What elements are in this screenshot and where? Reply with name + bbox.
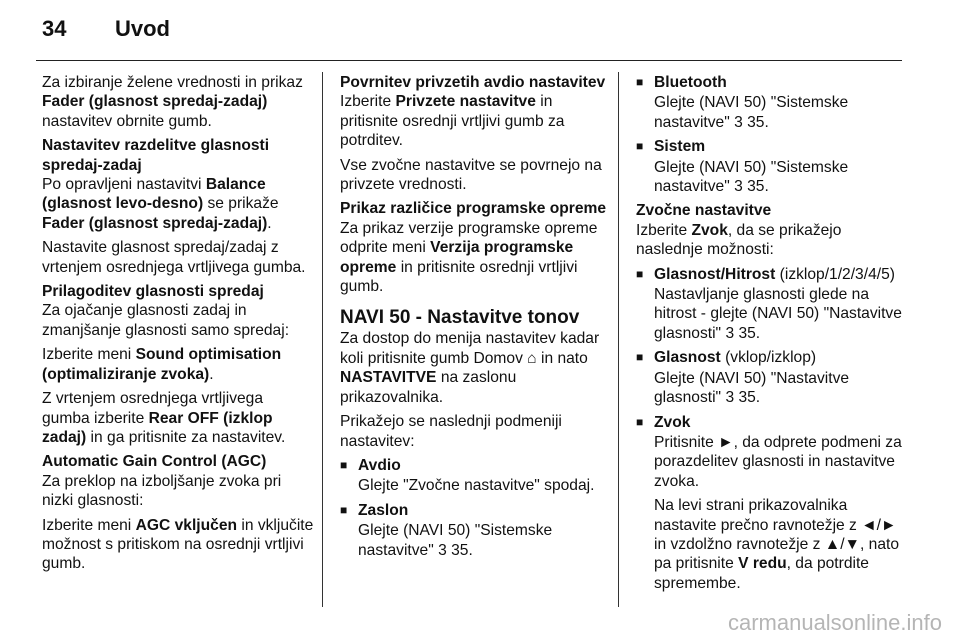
page-header <box>0 0 960 62</box>
page-ref: 3 35. <box>438 541 473 559</box>
paragraph: Po opravljeni nastavitvi Balance (glasnost levo-desno) se prikaže Fader (glasnost spredaj-zadaj). <box>42 176 279 232</box>
page-ref: 3 35. <box>734 178 769 196</box>
arrow-right-icon: ► <box>718 433 734 451</box>
bullet-text: Nastavljanje glasnosti glede na hitrost - glejte (NAVI 50) "Nastavitve glasnosti" 3 35. <box>654 286 902 342</box>
bullet-text: Glejte (NAVI 50) "Sistemske nastavitve" 3 35. <box>358 522 553 559</box>
bullet-item: ■ Zvok <box>636 413 910 432</box>
paragraph: Za preklop na izboljšanje zvoka pri nizki glasnosti: <box>42 472 282 510</box>
column-3 <box>636 73 910 598</box>
bullet-item: ■ Avdio <box>340 456 612 475</box>
bullet-text: Pritisnite ►, da odprete podmeni za porazdelitev glasnosti in nastavitve zvoka. <box>654 433 902 490</box>
bullet-item: ■ Sistem <box>636 137 910 156</box>
paragraph: Izberite meni Sound optimisation (optimaliziranje zvoka). <box>42 346 282 383</box>
arrow-left-right-icon: ◄/► <box>861 516 897 534</box>
paragraph: Za prikaz verzije programske opreme odprite meni Verzija programske opreme in pritisnite osrednji vrtljivi gumb. <box>340 219 598 296</box>
chapter-heading: NAVI 50 - Nastavitve tonov <box>340 307 580 329</box>
page-ref: 3 35. <box>734 113 769 131</box>
home-icon: ⌂ <box>527 349 537 367</box>
bullet-item: ■ Glasnost/Hitrost (izklop/1/2/3/4/5) <box>636 265 910 284</box>
paragraph: Z vrtenjem osrednjega vrtljivega gumba izberite Rear OFF (izklop zadaj) in ga pritisnite za nastavitev. <box>42 390 286 446</box>
paragraph: Izberite Zvok, da se prikažejo naslednje možnosti: <box>636 221 842 259</box>
bullet-item: ■ Bluetooth <box>636 73 910 92</box>
column-divider <box>322 72 323 607</box>
arrow-up-down-icon: ▲/▼ <box>824 535 860 553</box>
page-number: 34 <box>42 16 67 41</box>
paragraph: Za dostop do menija nastavitev kadar koli pritisnite gumb Domov ⌂ in nato NASTAVITVE na zaslonu prikazovalnika. <box>340 330 600 406</box>
page-ref: 3 35. <box>725 389 761 407</box>
bullet-text: Na levi strani prikazovalnika nastavite prečno ravnotežje z ◄/► in vzdolžno ravnotežje z ▲/▼, nato pa pritisnite V redu, da potrdite spremembe. <box>654 497 899 592</box>
paragraph: Izberite Privzete nastavitve in pritisnite osrednji vrtljivi gumb za potrditev. <box>340 93 565 150</box>
bullet-text: Glejte (NAVI 50) "Nastavitve glasnosti" 3 35. <box>654 369 850 407</box>
column-1 <box>42 73 314 579</box>
page-title: Uvod <box>115 16 170 41</box>
column-2 <box>340 73 612 565</box>
section-heading: Prilagoditev glasnosti spredaj <box>42 283 264 301</box>
bullet-item: ■ Glasnost (vklop/izklop) <box>636 348 910 367</box>
bullet-text: Glejte (NAVI 50) "Sistemske nastavitve" 3 35. <box>654 94 849 131</box>
section-heading: Nastavitev razdelitve glasnosti spredaj-zadaj <box>42 137 270 174</box>
section-heading: Prikaz različice programske opreme <box>340 200 607 218</box>
header-rule <box>36 60 902 61</box>
paragraph: Izberite meni AGC vključen in vključite možnost s pritiskom na osrednji vrtljivi gumb. <box>42 516 314 573</box>
section-heading: Povrnitev privzetih avdio nastavitev <box>340 74 606 91</box>
page-ref: 3 35. <box>725 324 761 342</box>
paragraph: Nastavite glasnost spredaj/zadaj z vrtenjem osrednjega vrtljivega gumba. <box>42 239 306 276</box>
paragraph: Prikažejo se naslednji podmeniji nastavitev: <box>340 413 562 450</box>
bullet-item: ■ Zaslon <box>340 501 612 520</box>
section-heading: Automatic Gain Control (AGC) <box>42 453 267 471</box>
watermark: carmanualsonline.info <box>727 610 942 635</box>
paragraph: Za izbiranje želene vrednosti in prikaz Fader (glasnost spredaj-zadaj) nastavitev obrnite gumb. <box>42 74 303 130</box>
bullet-text: Glejte "Zvočne nastavitve" spodaj. <box>358 477 595 495</box>
bullet-text: Glejte (NAVI 50) "Sistemske nastavitve" 3 35. <box>654 158 849 196</box>
column-divider <box>618 72 619 607</box>
paragraph: Za ojačanje glasnosti zadaj in zmanjšanje glasnosti samo spredaj: <box>42 302 290 339</box>
section-heading: Zvočne nastavitve <box>636 202 772 220</box>
paragraph: Vse zvočne nastavitve se povrnejo na privzete vrednosti. <box>340 156 602 194</box>
